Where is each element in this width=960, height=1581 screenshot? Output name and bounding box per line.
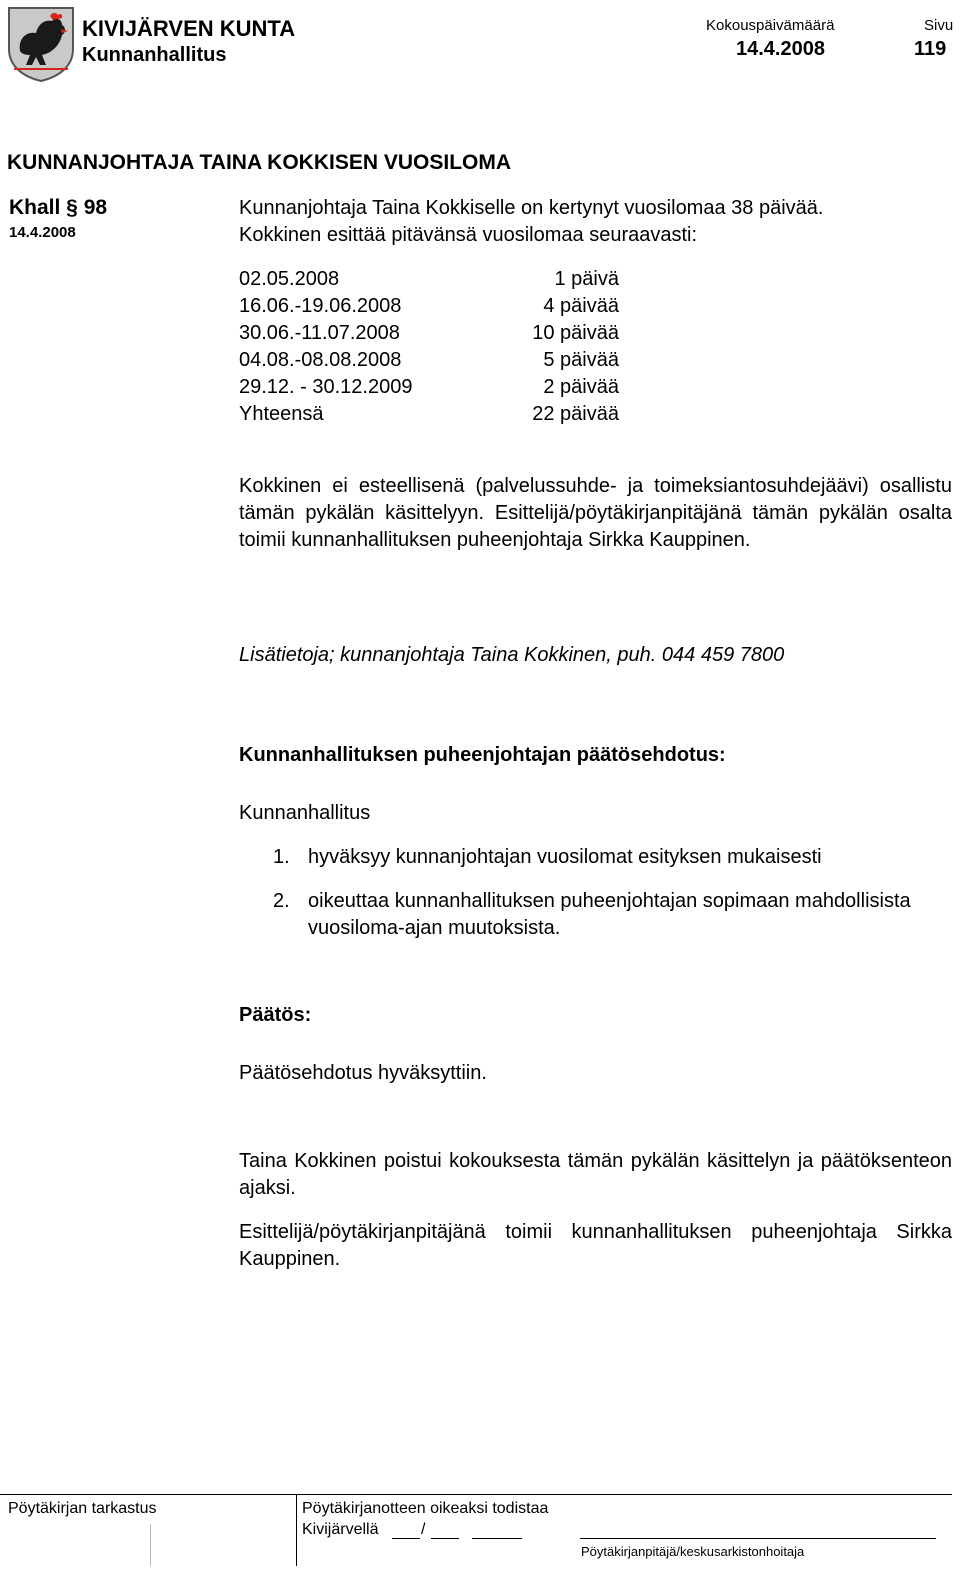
vacation-period: 29.12. - 30.12.2009 xyxy=(239,376,413,398)
vacation-days: 10 päivää xyxy=(532,322,619,344)
vacation-total-label: Yhteensä xyxy=(239,403,324,425)
vacation-period: 16.06.-19.06.2008 xyxy=(239,295,402,317)
proposal-item-number: 1. xyxy=(273,846,290,868)
vacation-days: 2 päivää xyxy=(543,376,619,398)
decision-heading: Päätös: xyxy=(239,1004,312,1026)
paragraph-date: 14.4.2008 xyxy=(9,224,76,241)
disqualification-paragraph: Kokkinen ei esteellisenä (palvelussuhde- ja toimeksiantosuhdejäävi) osallistu tämän pykälän käsittelyyn. Esittelijä/pöytäkirjanpitäjänä tämän pykälän osalta toimii kunnanhallituksen puheenjohtaja Sirkka Kauppinen. xyxy=(239,475,952,551)
page-number: 119 xyxy=(914,38,947,60)
vacation-period: 30.06.-11.07.2008 xyxy=(239,322,400,344)
section-title: KUNNANJOHTAJA TAINA KOKKISEN VUOSILOMA xyxy=(7,151,512,174)
vacation-days: 4 päivää xyxy=(543,295,619,317)
vacation-days: 1 päivä xyxy=(554,268,619,290)
proposal-item-text: oikeuttaa kunnanhallituksen puheenjohtajan sopimaan mahdollisista vuosiloma-ajan muutoksista. xyxy=(308,890,911,939)
footer-review-label: Pöytäkirjan tarkastus xyxy=(8,1500,157,1517)
vacation-total-days: 22 päivää xyxy=(532,403,619,425)
footer-place: Kivijärvellä xyxy=(302,1521,379,1538)
intro-line-1: Kunnanjohtaja Taina Kokkiselle on kertynyt vuosilomaa 38 päivää. xyxy=(239,197,824,219)
footer-signer-title: Pöytäkirjanpitäjä/keskusarkistonhoitaja xyxy=(581,1544,805,1559)
paragraph-reference: Khall § 98 xyxy=(9,196,108,219)
decision-note-2: Esittelijä/pöytäkirjanpitäjänä toimii kunnanhallituksen puheenjohtaja Sirkka Kauppinen. xyxy=(239,1221,952,1270)
meeting-date-label: Kokouspäivämäärä xyxy=(706,17,835,34)
proposal-heading: Kunnanhallituksen puheenjohtajan päätösehdotus: xyxy=(239,744,726,766)
proposal-item-text: hyväksyy kunnanjohtajan vuosilomat esityksen mukaisesti xyxy=(308,846,822,868)
footer-date-slash: / xyxy=(421,1521,426,1538)
intro-line-2: Kokkinen esittää pitävänsä vuosilomaa seuraavasti: xyxy=(239,224,698,246)
footer-copy-label: Pöytäkirjanotteen oikeaksi todistaa xyxy=(302,1500,549,1517)
contact-info: Lisätietoja; kunnanjohtaja Taina Kokkinen, puh. 044 459 7800 xyxy=(239,644,785,666)
vacation-period: 02.05.2008 xyxy=(239,268,340,290)
board-name: Kunnanhallitus xyxy=(82,44,227,66)
page-label: Sivu xyxy=(924,17,954,34)
vacation-days: 5 päivää xyxy=(543,349,619,371)
organization-name: KIVIJÄRVEN KUNTA xyxy=(82,16,296,41)
meeting-date: 14.4.2008 xyxy=(736,38,825,60)
proposal-item-number: 2. xyxy=(273,890,290,912)
vacation-period: 04.08.-08.08.2008 xyxy=(239,349,402,371)
proposal-subject: Kunnanhallitus xyxy=(239,802,371,824)
municipal-crest-icon xyxy=(6,5,76,83)
decision-text: Päätösehdotus hyväksyttiin. xyxy=(239,1062,487,1084)
signature-line xyxy=(580,1538,936,1539)
decision-note-1: Taina Kokkinen poistui kokouksesta tämän pykälän käsittelyn ja päätöksenteon ajaksi. xyxy=(239,1150,952,1199)
